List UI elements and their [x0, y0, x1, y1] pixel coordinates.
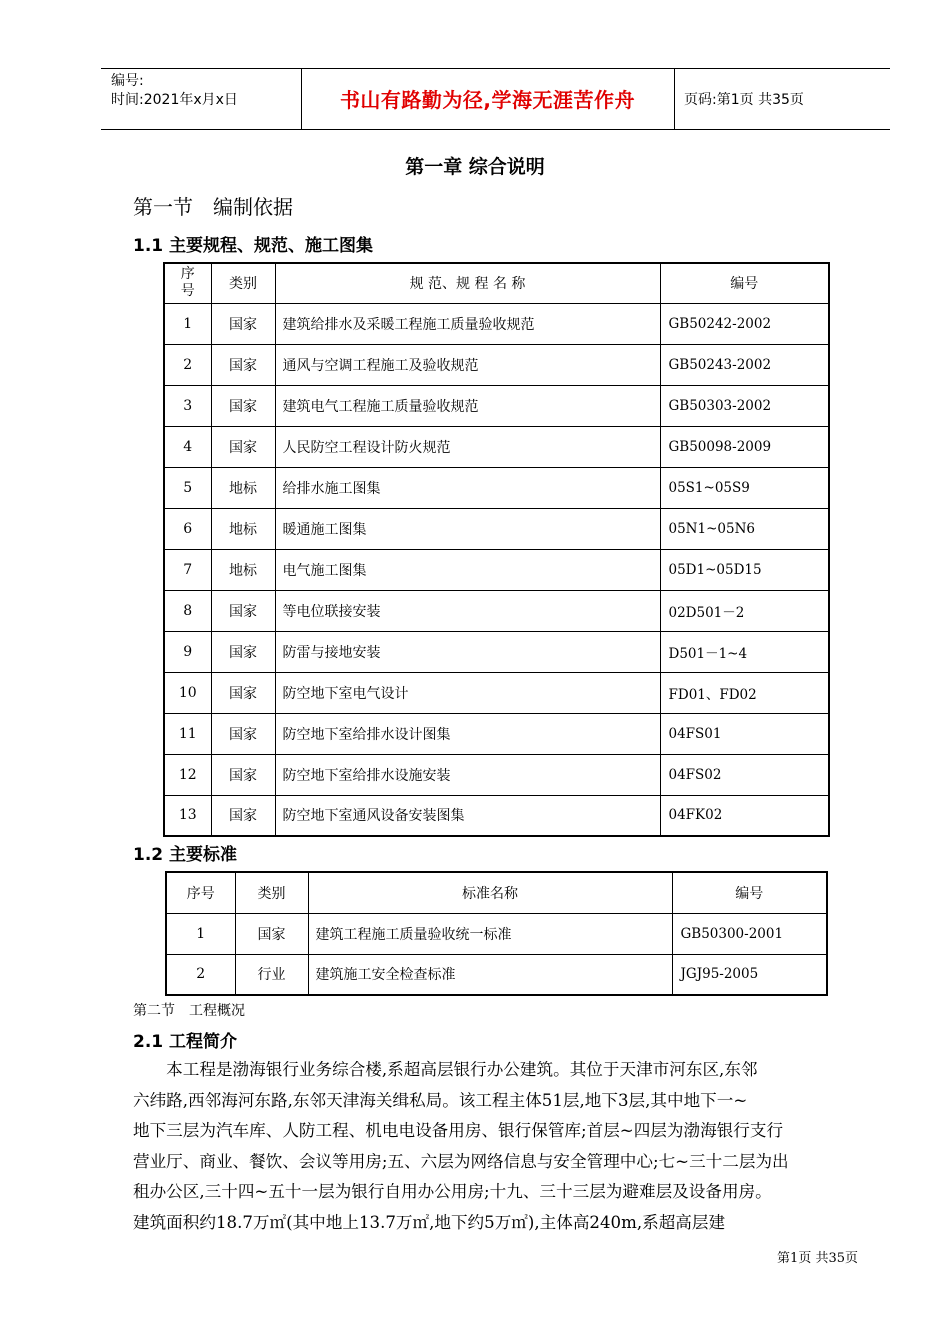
table-cell: 国家	[235, 913, 308, 954]
header-divider-right	[674, 68, 675, 129]
table-cell: 1	[164, 303, 211, 344]
header-bottom-rule	[101, 129, 890, 130]
table-cell: 国家	[211, 344, 275, 385]
intro-line: 六纬路,西邻海河东路,东邻天津海关缉私局。该工程主体51层,地下3层,其中地下一~	[133, 1090, 748, 1110]
table-cell: 人民防空工程设计防火规范	[275, 426, 660, 467]
table-header-cell: 类别	[211, 263, 275, 303]
table-cell: 05N1~05N6	[660, 508, 829, 549]
table-cell: 国家	[211, 303, 275, 344]
doc-number-label: 编号:	[111, 73, 144, 89]
table-cell: 国家	[211, 426, 275, 467]
table-cell: 2	[166, 954, 235, 995]
table-cell: 国家	[211, 754, 275, 795]
table-cell: GB50300-2001	[672, 913, 827, 954]
table-cell: 暖通施工图集	[275, 508, 660, 549]
table-cell: 防空地下室给排水设施安装	[275, 754, 660, 795]
table-cell: 13	[164, 795, 211, 836]
table-cell: 04FS01	[660, 713, 829, 754]
intro-line: 本工程是渤海银行业务综合楼,系超高层银行办公建筑。其位于天津市河东区,东邻	[133, 1060, 758, 1079]
table-cell: 04FK02	[660, 795, 829, 836]
chapter-title: 第一章 综合说明	[405, 156, 545, 178]
intro-line: 营业厅、商业、餐饮、会议等用房;五、六层为网络信息与安全管理中心;七~三十二层为出	[133, 1151, 789, 1171]
table-cell: 9	[164, 631, 211, 672]
table-row	[164, 754, 829, 795]
table-row	[164, 795, 829, 836]
subsection-2-1-title: 2.1 工程简介	[133, 1032, 238, 1052]
table-row	[164, 713, 829, 754]
table-cell: JGJ95-2005	[672, 954, 827, 995]
standards-table	[165, 871, 828, 996]
table-header-cell: 序号	[166, 872, 235, 913]
table-cell: 8	[164, 590, 211, 631]
table-header-cell: 规 范、规 程 名 称	[275, 263, 660, 303]
footer-page-number: 第1页 共35页	[777, 1251, 858, 1266]
table-cell: 防空地下室电气设计	[275, 672, 660, 713]
intro-line: 租办公区,三十四~五十一层为银行自用办公用房;十九、三十三层为避难层及设备用房。	[133, 1182, 772, 1202]
table-header-row	[164, 263, 829, 303]
table-cell: 国家	[211, 795, 275, 836]
subsection-1-1-title: 1.1 主要规程、规范、施工图集	[133, 236, 374, 256]
table-cell: 国家	[211, 590, 275, 631]
table-row	[164, 590, 829, 631]
intro-line: 建筑面积约18.7万㎡(其中地上13.7万㎡,地下约5万㎡),主体高240m,系超高层建	[133, 1212, 726, 1232]
table-cell: 防空地下室通风设备安装图集	[275, 795, 660, 836]
table-cell: 6	[164, 508, 211, 549]
table-row	[164, 549, 829, 590]
table-cell: 05S1~05S9	[660, 467, 829, 508]
table-header-cell: 类别	[235, 872, 308, 913]
table-cell: GB50243-2002	[660, 344, 829, 385]
table-cell: 建筑给排水及采暖工程施工质量验收规范	[275, 303, 660, 344]
table-header-cell	[164, 263, 211, 303]
table-row	[164, 508, 829, 549]
table-cell: GB50242-2002	[660, 303, 829, 344]
table-row	[164, 344, 829, 385]
table-cell: 国家	[211, 672, 275, 713]
table-header-row	[166, 872, 827, 913]
table-cell: 建筑电气工程施工质量验收规范	[275, 385, 660, 426]
table-cell: 等电位联接安装	[275, 590, 660, 631]
table-cell: 7	[164, 549, 211, 590]
codes-table	[163, 262, 830, 837]
table-cell: 02D501－2	[660, 590, 829, 631]
table-cell: 地标	[211, 508, 275, 549]
table-cell: 国家	[211, 631, 275, 672]
table-cell: 10	[164, 672, 211, 713]
header-top-rule	[101, 68, 890, 69]
table-row	[164, 303, 829, 344]
subsection-1-2-title: 1.2 主要标准	[133, 845, 238, 865]
table-cell: GB50098-2009	[660, 426, 829, 467]
table-cell: 国家	[211, 713, 275, 754]
table-cell: 3	[164, 385, 211, 426]
table-cell: 地标	[211, 549, 275, 590]
header-motto: 书山有路勤为径,学海无涯苦作舟	[339, 88, 636, 112]
table-cell: 1	[166, 913, 235, 954]
table-cell: 11	[164, 713, 211, 754]
table-cell: 国家	[211, 385, 275, 426]
table-cell: 通风与空调工程施工及验收规范	[275, 344, 660, 385]
table-header-cell: 编号	[660, 263, 829, 303]
table-row	[164, 631, 829, 672]
table-cell: GB50303-2002	[660, 385, 829, 426]
table-row	[164, 672, 829, 713]
table-cell: 地标	[211, 467, 275, 508]
table-row	[164, 467, 829, 508]
table-cell: 建筑施工安全检查标准	[308, 954, 672, 995]
table-row	[166, 954, 827, 995]
table-cell: D501－1~4	[660, 631, 829, 672]
intro-line: 地下三层为汽车库、人防工程、机电电设备用房、银行保管库;首层~四层为渤海银行支行	[133, 1121, 784, 1141]
header-page-label: 页码:第1页 共35页	[684, 92, 804, 108]
table-cell: 4	[164, 426, 211, 467]
section-1-title: 第一节 编制依据	[133, 195, 293, 219]
table-cell: 12	[164, 754, 211, 795]
table-cell: 建筑工程施工质量验收统一标准	[308, 913, 672, 954]
table-cell: 05D1~05D15	[660, 549, 829, 590]
table-cell: 防空地下室给排水设计图集	[275, 713, 660, 754]
table-row	[164, 385, 829, 426]
table-cell: FD01、FD02	[660, 672, 829, 713]
table-row	[164, 426, 829, 467]
table-row	[166, 913, 827, 954]
serial-header-text: 序号	[180, 266, 195, 300]
table-header-cell: 编号	[672, 872, 827, 913]
table-cell: 行业	[235, 954, 308, 995]
table-cell: 2	[164, 344, 211, 385]
table-cell: 5	[164, 467, 211, 508]
table-cell: 给排水施工图集	[275, 467, 660, 508]
table-header-cell: 标准名称	[308, 872, 672, 913]
doc-time-label: 时间:2021年x月x日	[111, 92, 238, 108]
project-intro-paragraph	[133, 1055, 860, 1239]
table-cell: 04FS02	[660, 754, 829, 795]
table-cell: 电气施工图集	[275, 549, 660, 590]
table-cell: 防雷与接地安装	[275, 631, 660, 672]
section-2-title: 第二节 工程概况	[133, 1003, 245, 1019]
